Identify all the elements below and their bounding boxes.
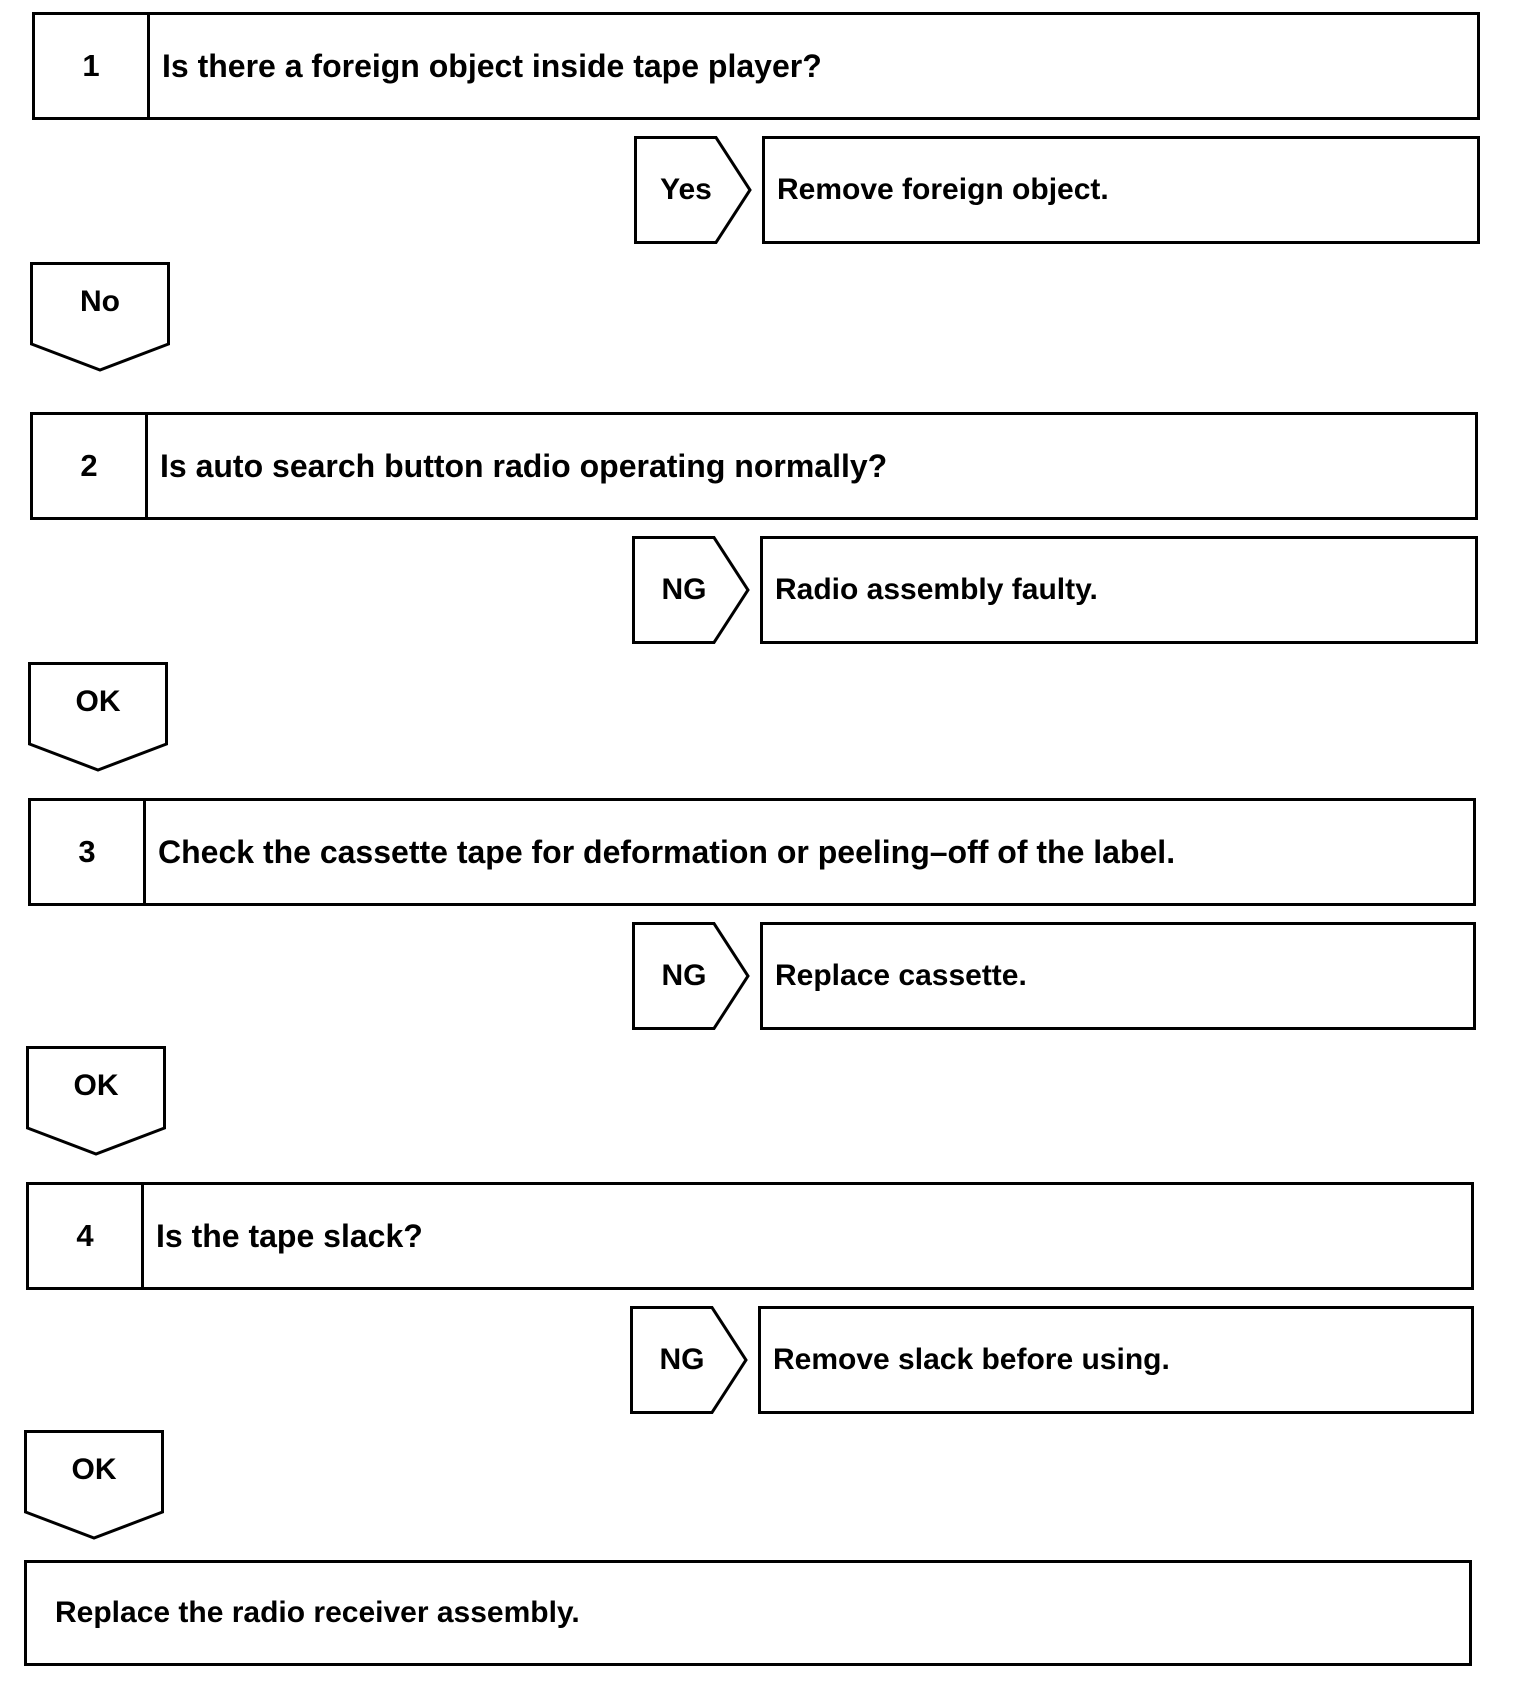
continue-arrow-ok [26, 1046, 166, 1156]
branch-arrow-ng [632, 536, 750, 644]
branch-arrow-yes [634, 136, 752, 244]
branch-label: NG [661, 573, 707, 606]
continue-arrow-ok [24, 1430, 164, 1540]
step-number: 1 [35, 15, 150, 117]
step-question: Is the tape slack? [156, 1217, 423, 1254]
step-number: 2 [33, 415, 148, 517]
step-2-result-box: Radio assembly faulty. [760, 536, 1478, 644]
branch-label: Yes [660, 173, 712, 206]
branch-arrow-ng [630, 1306, 748, 1414]
final-action-box: Replace the radio receiver assembly. [24, 1560, 1472, 1666]
continue-arrow-no [30, 262, 170, 372]
continue-label: OK [75, 685, 121, 718]
continue-label: OK [71, 1453, 117, 1486]
step-4-box [26, 1182, 1474, 1290]
step-question: Check the cassette tape for deformation or peeling–off of the label. [158, 833, 1176, 870]
step-2-box [30, 412, 1478, 520]
continue-label: No [80, 285, 120, 318]
branch-arrow-ng [632, 922, 750, 1030]
step-1-box [32, 12, 1480, 120]
step-3-box [28, 798, 1476, 906]
branch-label: NG [661, 959, 707, 992]
step-1-result-box: Remove foreign object. [762, 136, 1480, 244]
branch-label: NG [659, 1343, 705, 1376]
step-3-result-box: Replace cassette. [760, 922, 1476, 1030]
step-question: Is auto search button radio operating normally? [160, 447, 888, 484]
continue-arrow-ok [28, 662, 168, 772]
step-4-result-box: Remove slack before using. [758, 1306, 1474, 1414]
step-number: 4 [29, 1185, 144, 1287]
step-number: 3 [31, 801, 146, 903]
continue-label: OK [73, 1069, 119, 1102]
step-question: Is there a foreign object inside tape player? [162, 47, 822, 84]
